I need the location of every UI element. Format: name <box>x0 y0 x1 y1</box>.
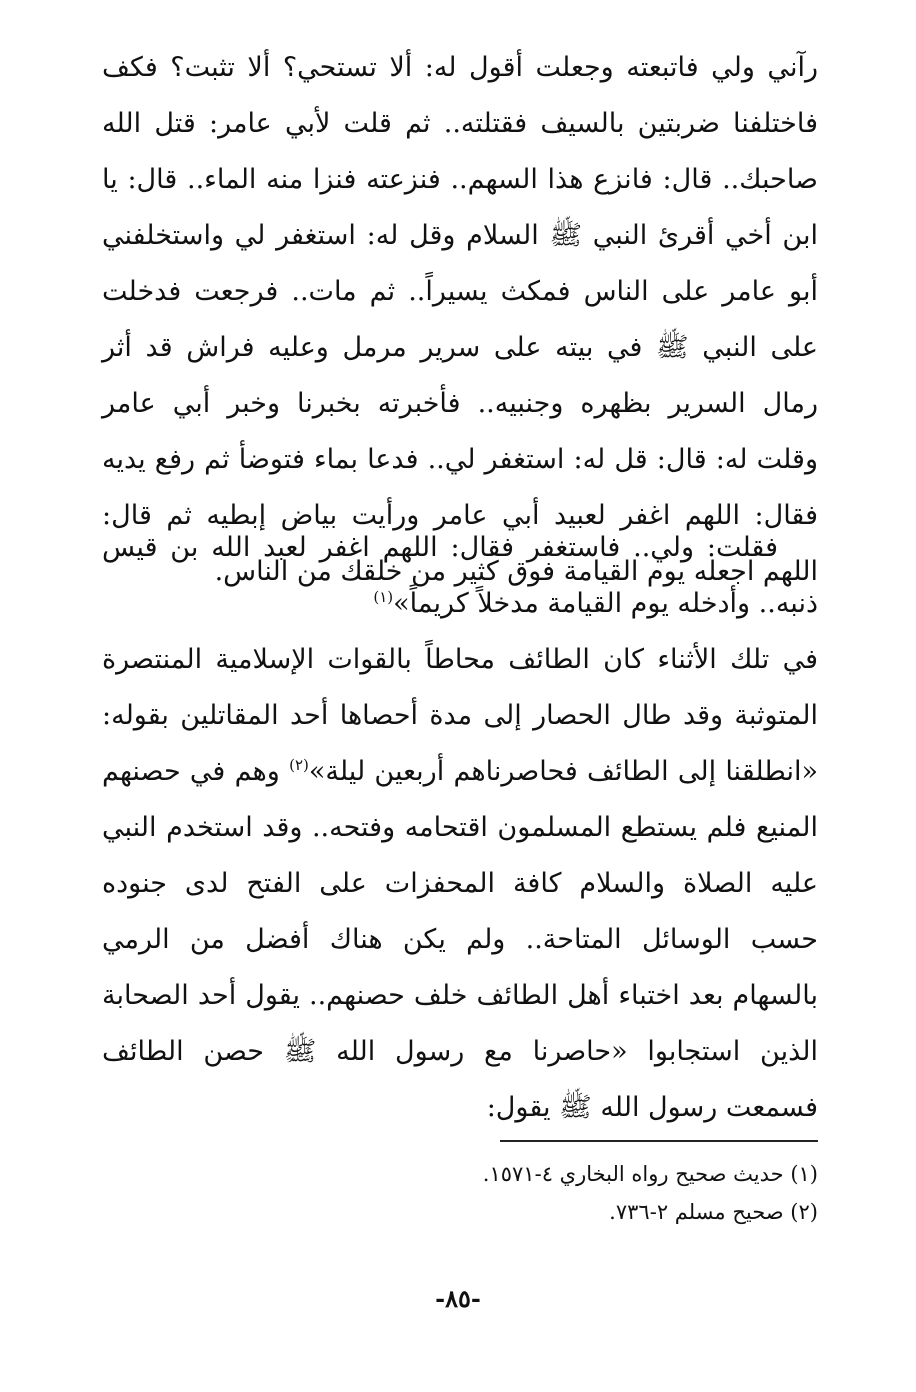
footnotes <box>102 1155 818 1231</box>
footnote-2: (٢) صحيح مسلم ٢-٧٣٦. <box>609 1200 818 1224</box>
paragraph-1-text: رآني ولي فاتبعته وجعلت أقول له: ألا تستحي؟ ألا تثبت؟ فكف فاختلفنا ضربتين بالسيف فقتلته.. ثم قلت لأبي عامر: قتل الله صاحبك.. قال: فانزع هذا السهم.. فنزعته فنزا منه الماء.. قال: يا ابن أخي أقرئ النبي ﷺ السلام وقل له: استغفر لي واستخلفني أبو عامر على الناس فمكث يسيراً.. ثم مات.. فرجعت فدخلت على النبي ﷺ في بيته على سرير مرمل وعليه فراش قد أثر رمال السرير بظهره وجنبيه.. فأخبرته بخبرنا وخبر أبي عامر وقلت له: قال: قل له: استغفر لي.. فدعا بماء فتوضأ ثم رفع يديه فقال: اللهم اغفر لعبيد أبي عامر ورأيت بياض إبطيه ثم قال: اللهم اجعله يوم القيامة فوق كثير من خلقك من الناس. <box>102 52 818 587</box>
paragraph-3-text-after: وهم في حصنهم المنيع فلم يستطع المسلمون اقتحامه وفتحه.. وقد استخدم النبي عليه الصلاة والسلام كافة المحفزات على الفتح لدى جنوده حسب الوسائل المتاحة.. ولم يكن هناك أفضل من الرمي بالسهام بعد اختباء أهل الطائف خلف حصنهم.. يقول أحد الصحابة الذين استجابوا «حاصرنا مع رسول الله ﷺ حصن الطائف فسمعت رسول الله ﷺ يقول: <box>102 756 818 1123</box>
paragraph-2 <box>102 520 818 632</box>
footnote-ref-1[interactable]: (١) <box>373 588 394 606</box>
footnote-1: (١) حديث صحيح رواه البخاري ٤-١٥٧١. <box>482 1162 818 1186</box>
paragraph-3-text-before: في تلك الأثناء كان الطائف محاطاً بالقوات الإسلامية المنتصرة المتوثبة وقد طال الحصار إلى مدة أحصاها أحد المقاتلين بقوله: «انطلقنا إلى الطائف فحاصرناهم أربعين ليلة» <box>102 644 818 787</box>
footnote-ref-2[interactable]: (٢) <box>289 756 309 774</box>
page-number: -٨٥- <box>435 1284 481 1313</box>
footnote-separator <box>500 1140 818 1142</box>
paragraph-1 <box>102 40 818 600</box>
paragraph-2-text: فقلت: ولي.. فاستغفر فقال: اللهم اغفر لعبد الله بن قيس ذنبه.. وأدخله يوم القيامة مدخلاً كريماً» <box>102 532 818 619</box>
paragraph-3 <box>102 632 818 1136</box>
